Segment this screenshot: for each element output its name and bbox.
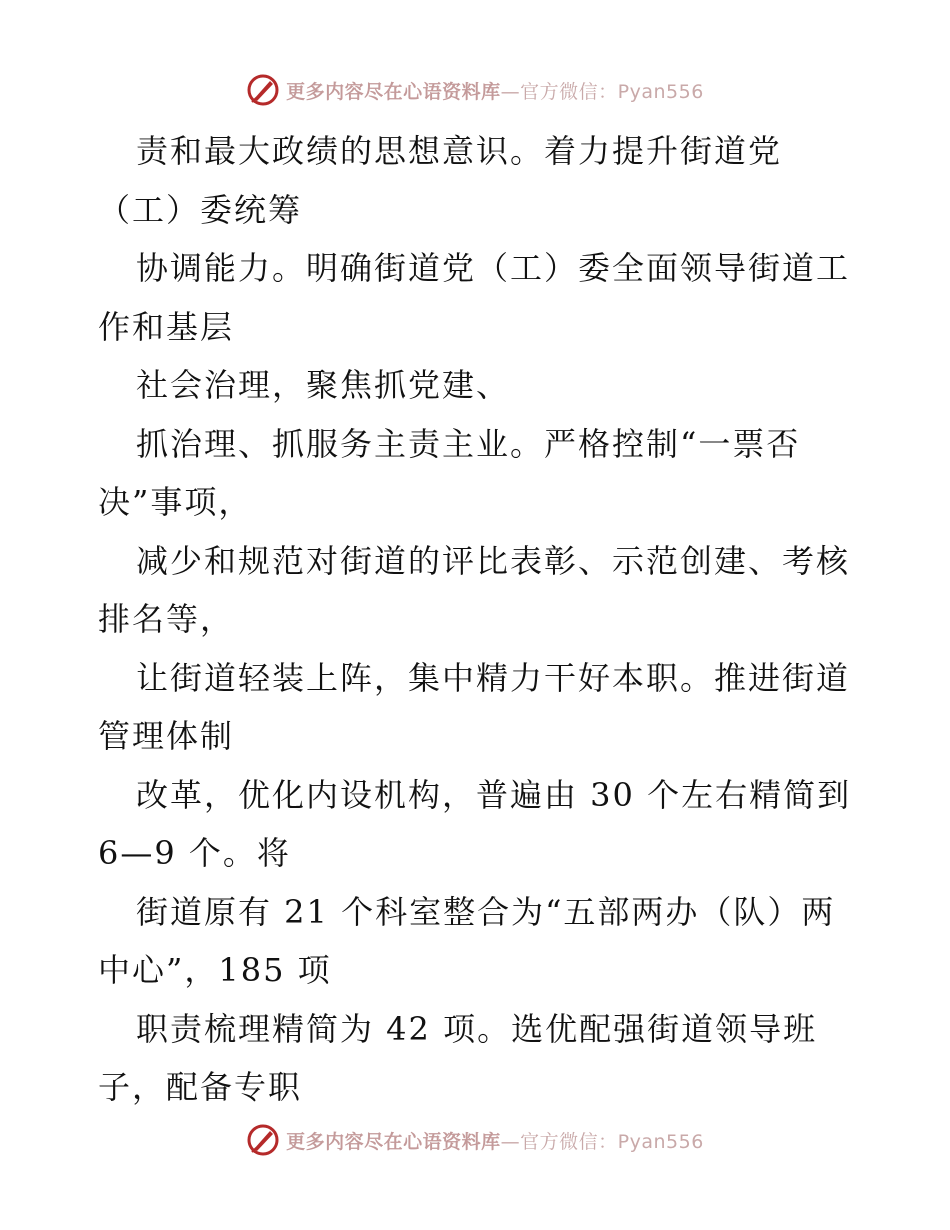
watermark-brand: 更多内容尽在心语资料库 <box>286 1130 501 1153</box>
red-quill-seal-icon <box>246 73 280 107</box>
text-line: 子，配备专职 <box>98 1068 303 1106</box>
text-line: 街道原有 21 个科室整合为“五部两办（队）两 <box>136 892 836 931</box>
text-line: 排名等， <box>98 600 235 638</box>
text-line: 作和基层 <box>98 307 235 346</box>
text-line: 管理体制 <box>98 717 235 755</box>
text-line: 抓治理、抓服务主责主业。严格控制“一票否 <box>136 424 801 463</box>
text-line: 减少和规范对街道的评比表彰、示范创建、考核 <box>136 541 851 580</box>
text-line: （工）委统筹 <box>98 190 303 229</box>
watermark-text <box>286 1127 704 1154</box>
text-line: 6—9 个。将 <box>98 834 291 872</box>
red-quill-seal-icon <box>246 1123 280 1157</box>
watermark-brand: 更多内容尽在心语资料库 <box>286 80 501 103</box>
document-body <box>98 122 858 1117</box>
text-line: 协调能力。明确街道党（工）委全面领导街道工 <box>136 249 851 287</box>
text-line: 中心”，185 项 <box>98 951 332 989</box>
watermark-text <box>286 77 704 104</box>
text-line: 让街道轻装上阵，集中精力干好本职。推进街道 <box>136 658 851 697</box>
text-line: 决”事项， <box>98 483 253 521</box>
text-line: 改革，优化内设机构，普遍由 30 个左右精简到 <box>136 775 852 814</box>
watermark-contact: —官方微信：Pyan556 <box>500 80 704 103</box>
text-line: 责和最大政绩的思想意识。着力提升街道党 <box>136 132 783 170</box>
header-watermark <box>0 70 950 110</box>
footer-watermark <box>0 1120 950 1160</box>
text-line: 社会治理，聚焦抓党建、 <box>136 366 511 404</box>
watermark-contact: —官方微信：Pyan556 <box>500 1130 704 1153</box>
text-line: 职责梳理精简为 42 项。选优配强街道领导班 <box>136 1009 818 1048</box>
